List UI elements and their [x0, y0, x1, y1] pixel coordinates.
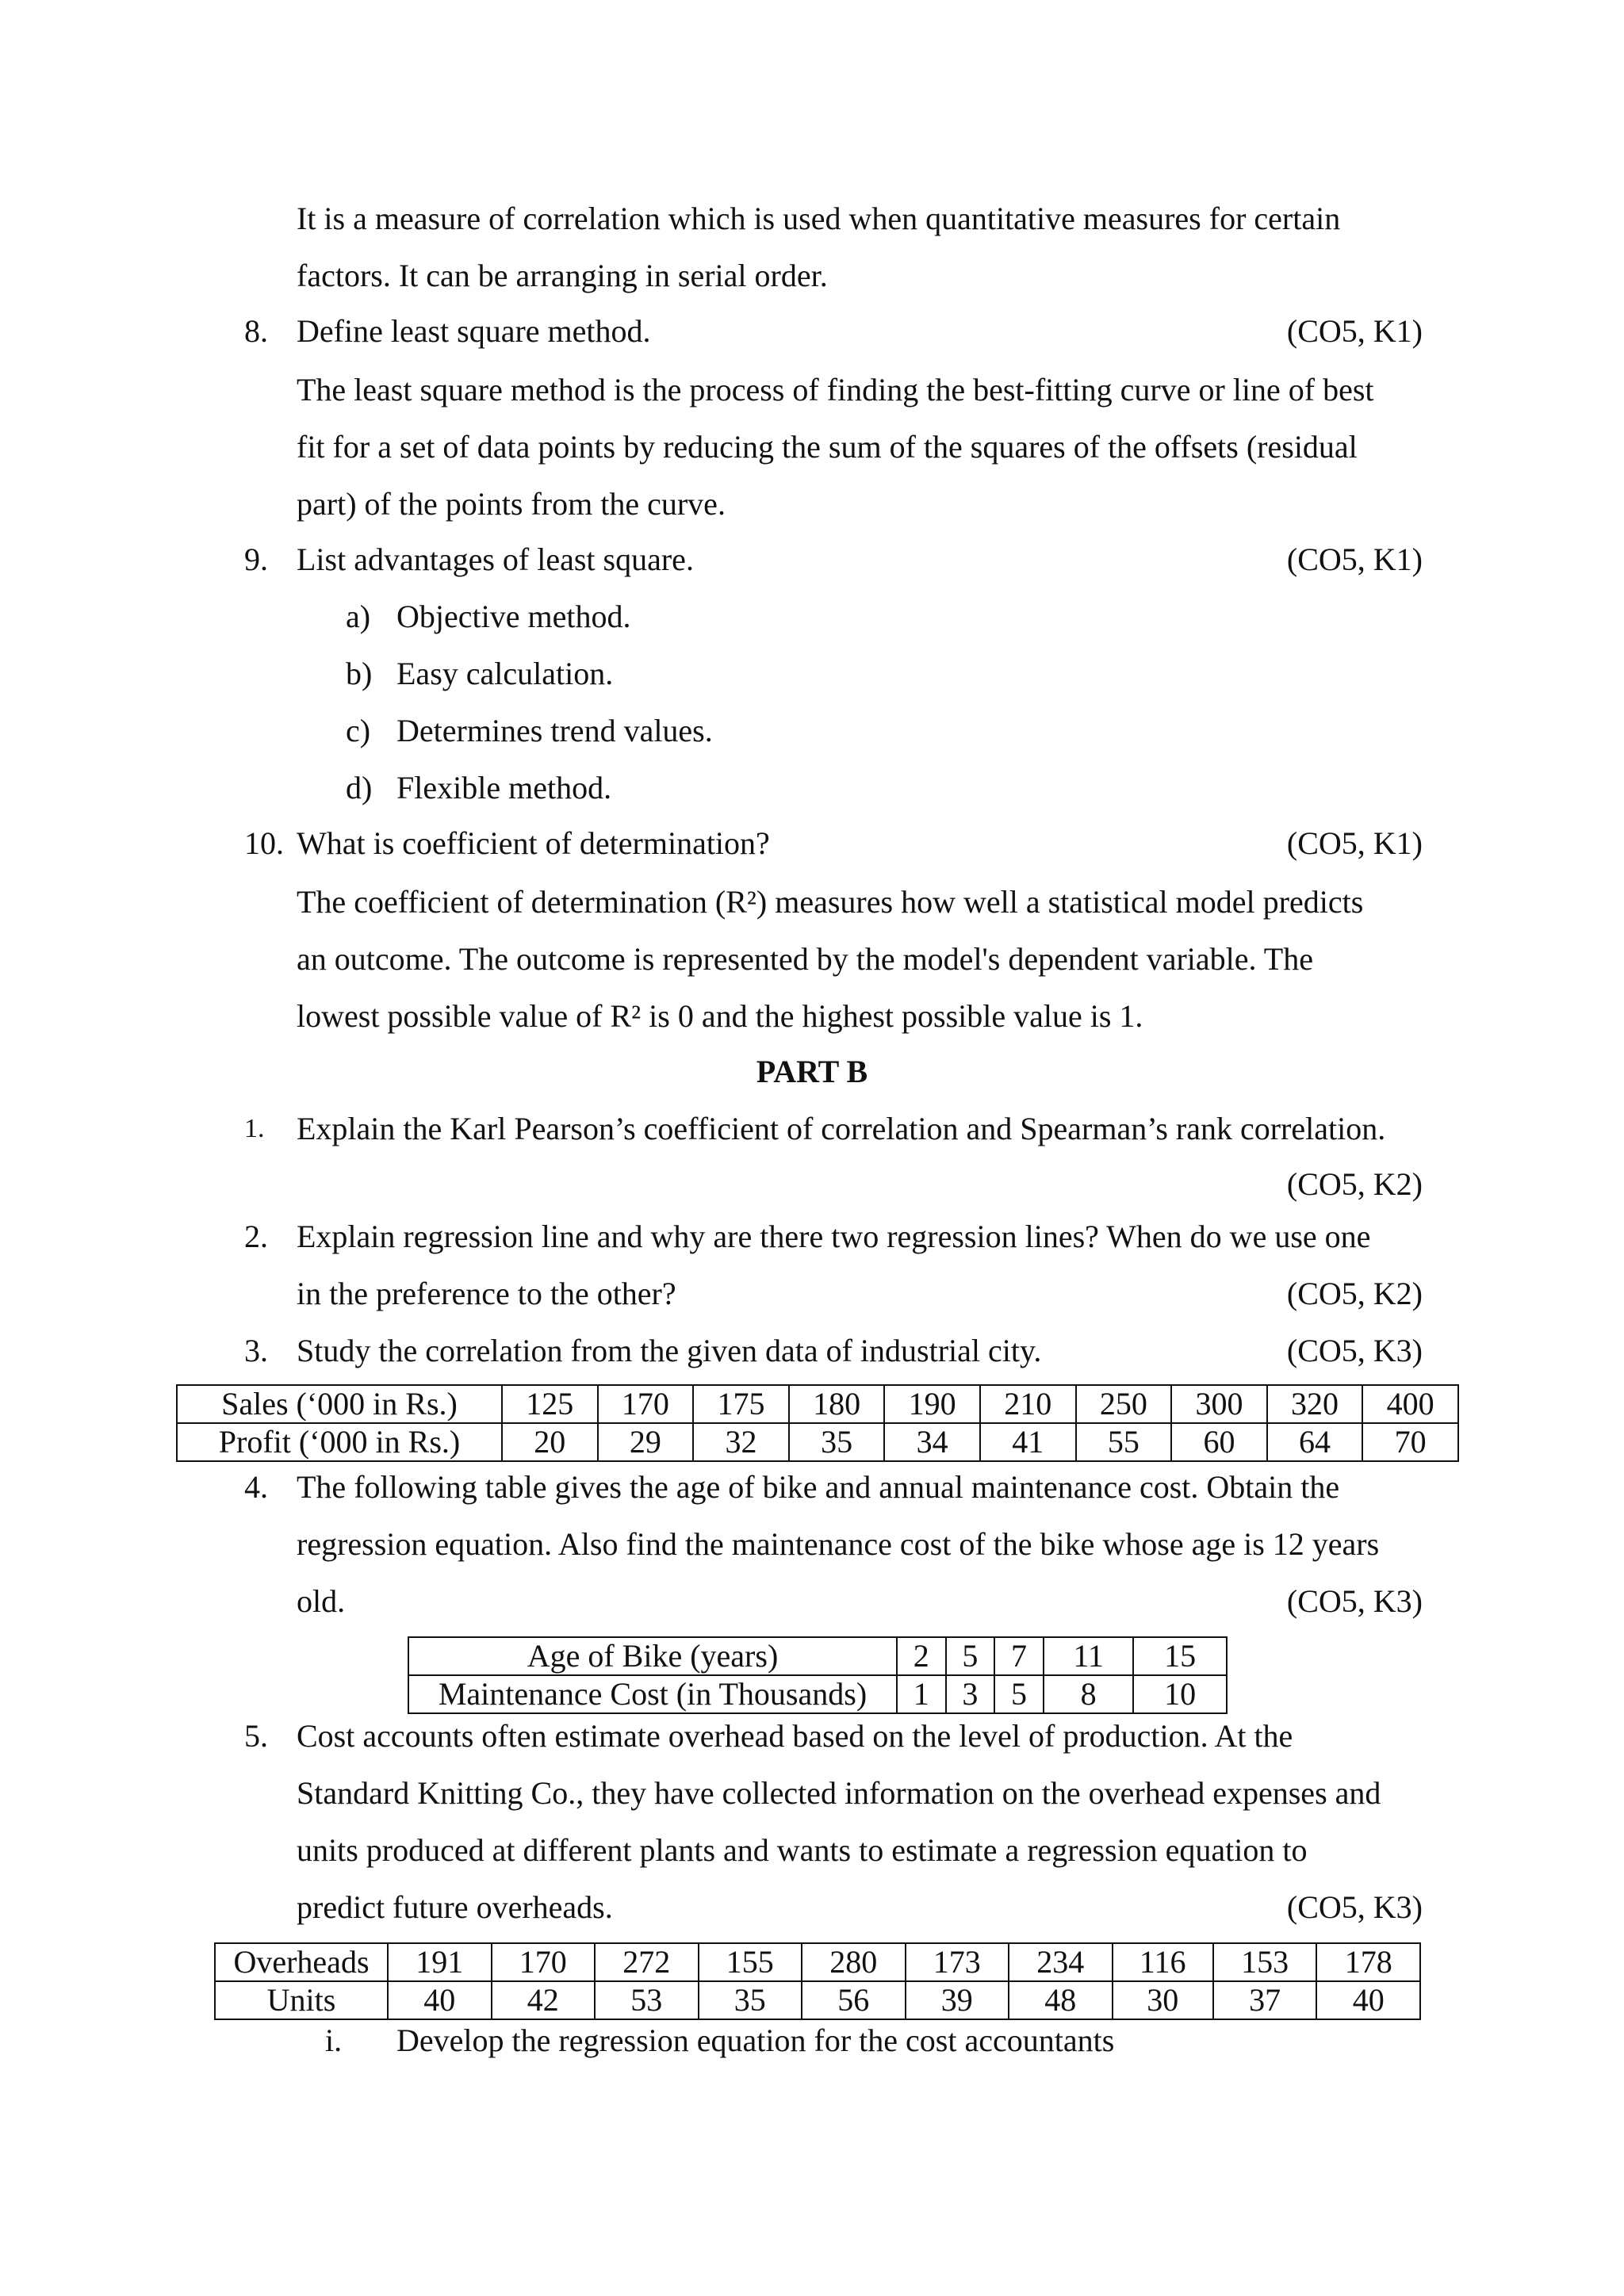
question-number: 10.	[244, 825, 284, 861]
bike-maintenance-table	[408, 1636, 1228, 1714]
table-cell: 5	[994, 1675, 1044, 1713]
question-number: 3.	[244, 1333, 268, 1368]
course-outcome-tag: (CO5, K3)	[1286, 1889, 1423, 1925]
table-cell: 210	[980, 1385, 1076, 1423]
table-cell: 116	[1113, 1943, 1213, 1981]
question-number: 5.	[244, 1718, 268, 1754]
table-cell: 11	[1044, 1637, 1133, 1675]
q7-answer-line: It is a measure of correlation which is used when quantitative measures for certain	[297, 201, 1341, 236]
question-text: Cost accounts often estimate overhead based on the level of production. At the	[297, 1718, 1293, 1754]
table-cell: 173	[906, 1943, 1009, 1981]
table-cell: 400	[1362, 1385, 1458, 1423]
sub-question-text: Develop the regression equation for the cost accountants	[396, 2022, 1115, 2058]
table-cell: 155	[699, 1943, 802, 1981]
table-cell: 190	[884, 1385, 980, 1423]
row-header: Overheads	[215, 1943, 388, 1981]
table-cell: 35	[789, 1423, 885, 1461]
table-cell: 42	[492, 1981, 596, 2019]
table-cell: 8	[1044, 1675, 1133, 1713]
table-cell: 1	[897, 1675, 946, 1713]
table-cell: 170	[492, 1943, 596, 1981]
table-cell: 2	[897, 1637, 946, 1675]
list-item-label: a)	[346, 599, 371, 634]
q10-answer	[297, 874, 1423, 1045]
question-text: Study the correlation from the given data of industrial city.	[297, 1333, 1042, 1368]
table-cell: 175	[693, 1385, 789, 1423]
question-text: The following table gives the age of bike and annual maintenance cost. Obtain the	[297, 1469, 1340, 1505]
table-cell: 180	[789, 1385, 885, 1423]
row-header: Profit (‘000 in Rs.)	[177, 1423, 502, 1461]
table-row	[215, 1943, 1420, 1981]
table-cell: 250	[1076, 1385, 1172, 1423]
list-item-label: b)	[346, 656, 373, 691]
section-heading: PART B	[756, 1054, 868, 1089]
table-row	[177, 1385, 1458, 1423]
table-cell: 7	[994, 1637, 1044, 1675]
question-text: predict future overheads.	[297, 1889, 613, 1925]
table-row	[177, 1423, 1458, 1461]
q10-answer-line: The coefficient of determination (R²) measures how well a statistical model predicts	[297, 884, 1364, 920]
table-cell: 35	[699, 1981, 802, 2019]
table-cell: 320	[1267, 1385, 1363, 1423]
table-cell: 70	[1362, 1423, 1458, 1461]
table-cell: 10	[1133, 1675, 1227, 1713]
course-outcome-tag: (CO5, K2)	[1286, 1166, 1423, 1202]
question-text: in the preference to the other?	[297, 1276, 676, 1311]
overheads-units-table	[214, 1942, 1421, 2020]
table-row	[215, 1981, 1420, 2019]
table-cell: 60	[1171, 1423, 1267, 1461]
question-number: 9.	[244, 541, 268, 577]
table-row	[408, 1675, 1227, 1713]
list-item-label: d)	[346, 770, 373, 806]
course-outcome-tag: (CO5, K2)	[1286, 1276, 1423, 1311]
table-cell: 280	[802, 1943, 906, 1981]
table-cell: 300	[1171, 1385, 1267, 1423]
table-cell: 34	[884, 1423, 980, 1461]
list-item-text: Objective method.	[396, 599, 631, 634]
table-row	[408, 1637, 1227, 1675]
table-cell: 40	[388, 1981, 492, 2019]
table-cell: 40	[1316, 1981, 1420, 2019]
q7-answer-line: factors. It can be arranging in serial order.	[297, 258, 828, 293]
question-text: Standard Knitting Co., they have collected information on the overhead expenses and	[297, 1775, 1381, 1811]
question-text: Explain the Karl Pearson’s coefficient of correlation and Spearman’s rank correlation.	[297, 1111, 1386, 1146]
q10-answer-line: an outcome. The outcome is represented by the model's dependent variable. The	[297, 941, 1313, 977]
question-number: 4.	[244, 1469, 268, 1505]
table-cell: 5	[946, 1637, 995, 1675]
table-cell: 53	[595, 1981, 699, 2019]
table-cell: 153	[1213, 1943, 1317, 1981]
course-outcome-tag: (CO5, K1)	[1286, 541, 1423, 577]
list-item-text: Determines trend values.	[396, 713, 713, 748]
question-text: What is coefficient of determination?	[297, 825, 770, 861]
table-cell: 272	[595, 1943, 699, 1981]
table-cell: 3	[946, 1675, 995, 1713]
row-header: Age of Bike (years)	[408, 1637, 897, 1675]
question-text: units produced at different plants and wants to estimate a regression equation to	[297, 1832, 1308, 1868]
table-cell: 15	[1133, 1637, 1227, 1675]
course-outcome-tag: (CO5, K1)	[1286, 313, 1423, 349]
table-cell: 170	[598, 1385, 694, 1423]
list-item-text: Flexible method.	[396, 770, 612, 806]
q7-answer	[297, 190, 1423, 304]
table-cell: 234	[1009, 1943, 1113, 1981]
table-cell: 55	[1076, 1423, 1172, 1461]
table-cell: 32	[693, 1423, 789, 1461]
row-header: Sales (‘000 in Rs.)	[177, 1385, 502, 1423]
question-text: Explain regression line and why are there two regression lines? When do we use one	[297, 1219, 1371, 1254]
table-cell: 178	[1316, 1943, 1420, 1981]
row-header: Maintenance Cost (in Thousands)	[408, 1675, 897, 1713]
table-cell: 29	[598, 1423, 694, 1461]
list-item-text: Easy calculation.	[396, 656, 614, 691]
question-text: regression equation. Also find the maintenance cost of the bike whose age is 12 years	[297, 1526, 1380, 1562]
course-outcome-tag: (CO5, K3)	[1286, 1583, 1423, 1619]
table-cell: 191	[388, 1943, 492, 1981]
table-cell: 48	[1009, 1981, 1113, 2019]
list-item-label: c)	[346, 713, 371, 748]
table-cell: 37	[1213, 1981, 1317, 2019]
table-cell: 20	[502, 1423, 598, 1461]
course-outcome-tag: (CO5, K1)	[1286, 825, 1423, 861]
course-outcome-tag: (CO5, K3)	[1286, 1333, 1423, 1368]
table-cell: 41	[980, 1423, 1076, 1461]
question-text: Define least square method.	[297, 313, 651, 349]
row-header: Units	[215, 1981, 388, 2019]
table-cell: 125	[502, 1385, 598, 1423]
sub-question-label: i.	[325, 2022, 343, 2058]
question-number: 8.	[244, 313, 268, 349]
question-number: 2.	[244, 1219, 268, 1254]
question-number: 1.	[244, 1114, 265, 1143]
q8-answer-line: fit for a set of data points by reducing the sum of the squares of the offsets (residual	[297, 429, 1358, 465]
sales-profit-table	[176, 1384, 1459, 1462]
q8-answer	[297, 362, 1423, 533]
question-text: old.	[297, 1583, 346, 1619]
q8-answer-line: The least square method is the process of finding the best-fitting curve or line of best	[297, 372, 1374, 408]
table-cell: 30	[1113, 1981, 1213, 2019]
table-cell: 64	[1267, 1423, 1363, 1461]
table-cell: 56	[802, 1981, 906, 2019]
q8-answer-line: part) of the points from the curve.	[297, 486, 726, 522]
table-cell: 39	[906, 1981, 1009, 2019]
q10-answer-line: lowest possible value of R² is 0 and the highest possible value is 1.	[297, 998, 1143, 1034]
question-text: List advantages of least square.	[297, 541, 694, 577]
